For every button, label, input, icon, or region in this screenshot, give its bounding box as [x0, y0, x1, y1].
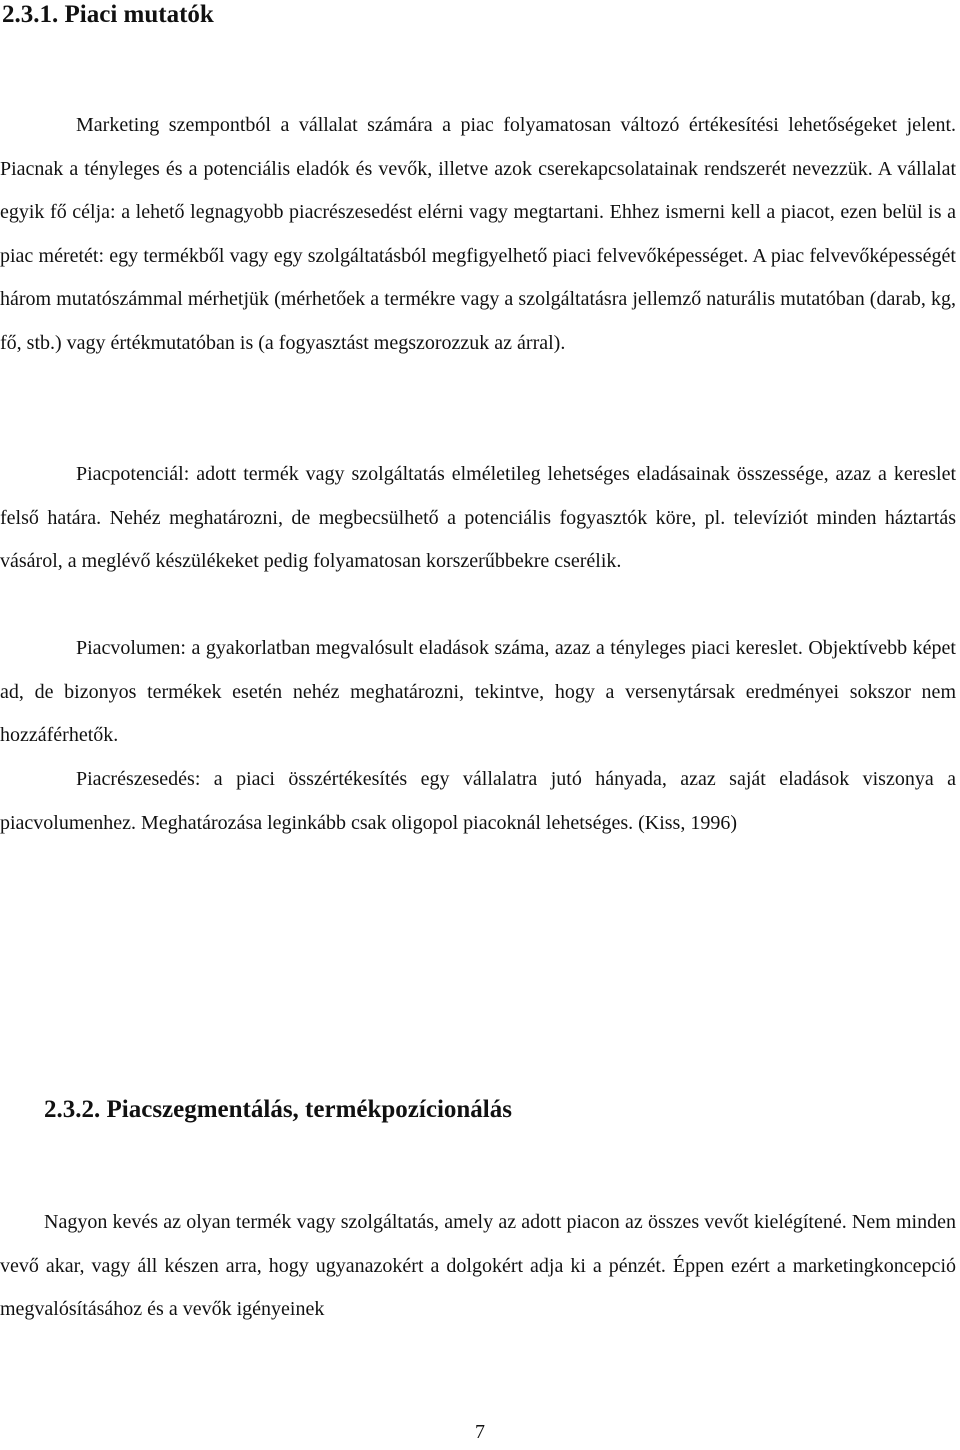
paragraph-market-intro: Marketing szempontból a vállalat számára a piac folyamatosan változó értékesítési lehetőségeket jelent. Piacnak a tényleges és a potenciális eladók és vevők, illetve azok cserekapcsolatainak rendszerét nevezzük. A vállalat egyik fő célja: a lehető legnagyobb piacrészesedést elérni vagy megtartani. Ehhez ismerni kell a piacot, ezen belül is a piac méretét: egy termékből vagy egy szolgáltatásból megfigyelhető piaci felvevőképességet. A piac felvevőképességét három mutatószámmal mérhetjük (mérhetőek a termékre vagy a szolgáltatásra jellemző naturális mutatóban (darab, kg, fő, stb.) vagy értékmutatóban is (a fogyasztást megszorozzuk az árral).: [0, 114, 956, 354]
paragraph-segmentation-intro: Nagyon kevés az olyan termék vagy szolgáltatás, amely az adott piacon az összes vevőt kielégítené. Nem minden vevő akar, vagy áll készen arra, hogy ugyanazokért a dolgokért adja ki a pénzét. Éppen ezért a marketingkoncepció megvalósításához és a vevők igényeinek: [0, 1211, 956, 1320]
section-heading-piacszegmentalas: 2.3.2. Piacszegmentálás, termékpozícionálás: [44, 1096, 512, 1123]
page-number: 7: [475, 1421, 485, 1443]
section-heading-piaci-mutatok: 2.3.1. Piaci mutatók: [2, 1, 214, 28]
paragraph-piacvolumen: Piacvolumen: a gyakorlatban megvalósult eladások száma, azaz a tényleges piaci kereslet. Objektívebb képet ad, de bizonyos termékek esetén nehéz meghatározni, tekintve, hogy a versenytársak eredményei sokszor nem hozzáférhetők.: [0, 637, 956, 746]
paragraph-piacpotencial: Piacpotenciál: adott termék vagy szolgáltatás elméletileg lehetséges eladásainak összessége, azaz a kereslet felső határa. Nehéz meghatározni, de megbecsülhető a potenciális fogyasztók köre, pl. televíziót minden háztartás vásárol, a meglévő készülékeket pedig folyamatosan korszerűbbekre cserélik.: [0, 463, 956, 572]
paragraph-piacreszesedes: Piacrészesedés: a piaci összértékesítés egy vállalatra jutó hányada, azaz saját eladások viszonya a piacvolumenhez. Meghatározása leginkább csak oligopol piacoknál lehetséges. (Kiss, 1996): [0, 768, 956, 834]
